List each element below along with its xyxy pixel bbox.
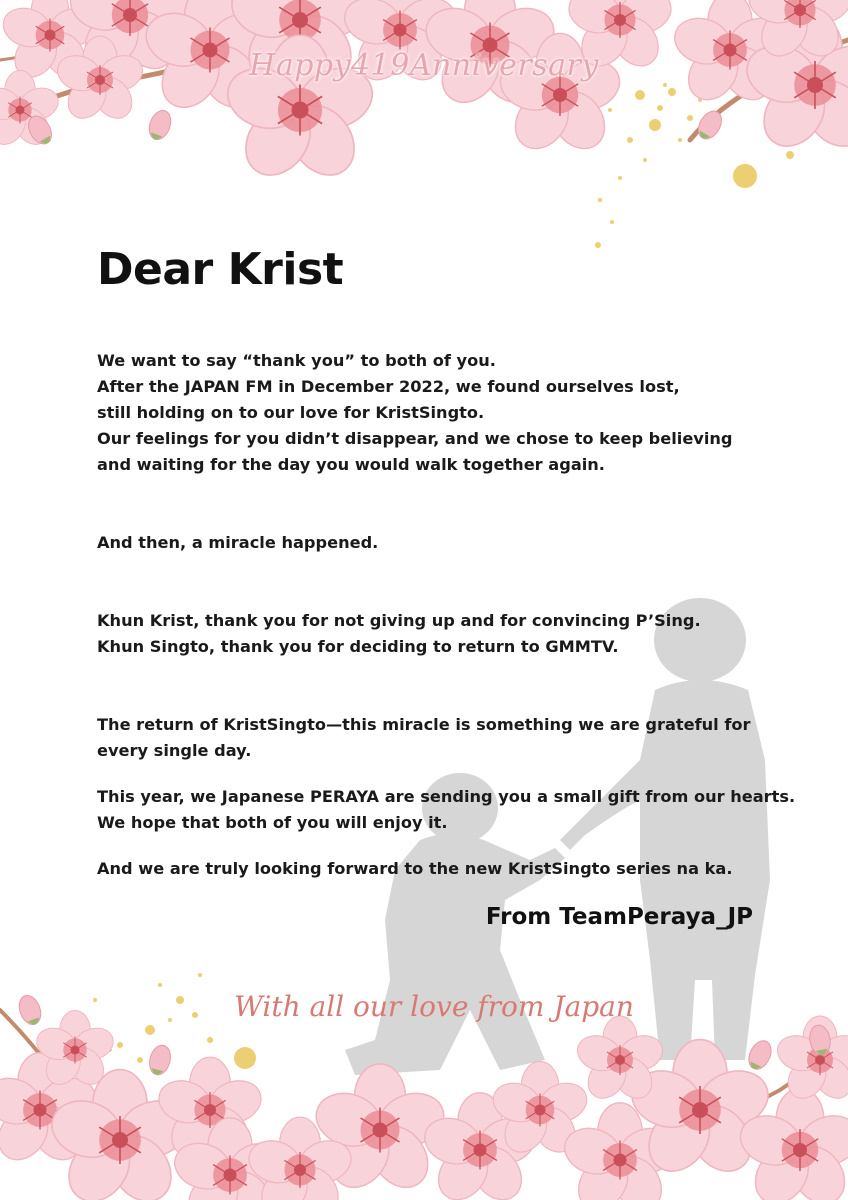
letter-signature: From TeamPeraya_JP: [485, 904, 753, 930]
body-line: Our feelings for you didn’t disappear, and we chose to keep believing: [97, 429, 733, 448]
body-line: This year, we Japanese PERAYA are sending you a small gift from our hearts.: [97, 787, 796, 806]
body-line: We want to say “thank you” to both of you.: [97, 351, 496, 370]
body-line: We hope that both of you will enjoy it.: [97, 813, 448, 832]
body-line: And we are truly looking forward to the new KristSingto series na ka.: [97, 859, 733, 878]
body-line: and waiting for the day you would walk together again.: [97, 455, 605, 474]
paragraph-4: [97, 712, 777, 764]
body-line: every single day.: [97, 741, 252, 760]
paragraph-2: [97, 530, 777, 556]
body-line: Khun Singto, thank you for deciding to return to GMMTV.: [97, 637, 619, 656]
anniversary-script-title: Happy419Anniversary: [249, 48, 599, 83]
body-line: And then, a miracle happened.: [97, 533, 379, 552]
paragraph-3: [97, 608, 777, 660]
paragraph-6: [97, 856, 777, 882]
closing-script-text: With all our love from Japan: [234, 990, 634, 1023]
body-line: The return of KristSingto—this miracle is something we are grateful for: [97, 715, 751, 734]
letter-greeting: Dear Krist: [97, 244, 344, 295]
letter-body: [97, 348, 796, 882]
body-line: After the JAPAN FM in December 2022, we found ourselves lost,: [97, 377, 680, 396]
body-line: Khun Krist, thank you for not giving up and for convincing P’Sing.: [97, 611, 701, 630]
top-cherry-blossoms: [0, 0, 848, 188]
paragraph-1: [97, 348, 777, 478]
body-line: still holding on to our love for KristSingto.: [97, 403, 485, 422]
paragraph-5: [97, 784, 796, 836]
gold-speckles-top: [595, 83, 794, 248]
